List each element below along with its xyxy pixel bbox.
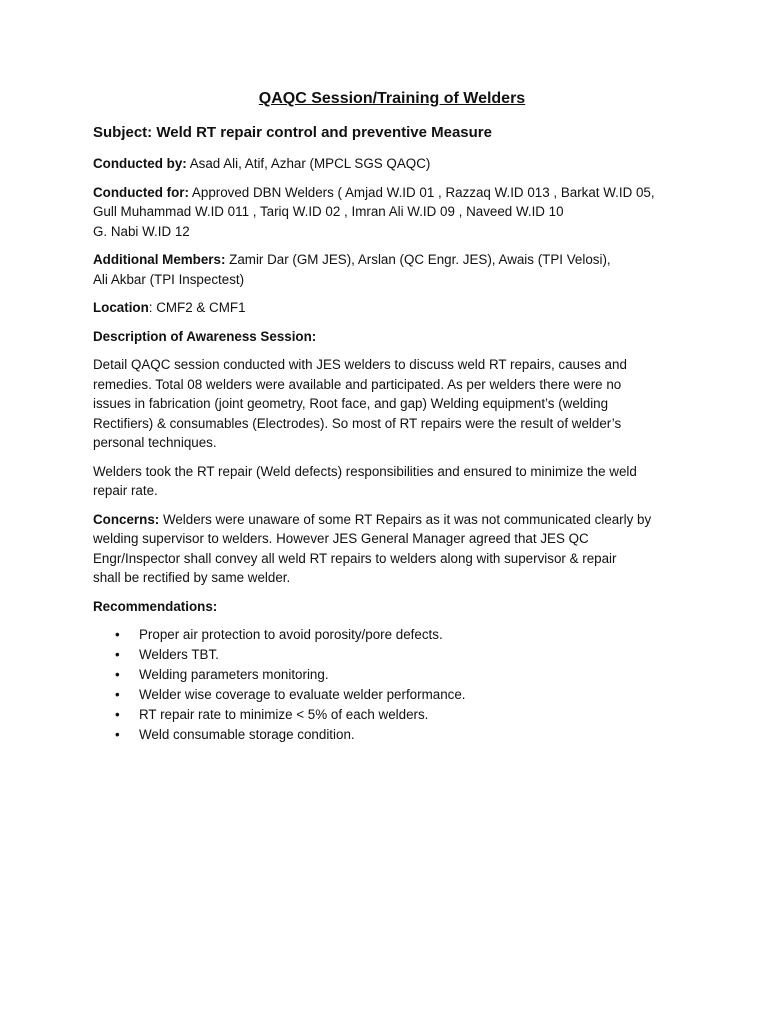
conducted-by-label: Conducted by: (93, 156, 187, 171)
bullet-icon: • (115, 627, 120, 642)
additional-members-label: Additional Members: (93, 252, 226, 267)
conducted-for-line-2: Gull Muhammad W.ID 011 , Tariq W.ID 02 , Imran Ali W.ID 09 , Naveed W.ID 10 (93, 204, 564, 219)
description-line: issues in fabrication (joint geometry, Root face, and gap) Welding equipment’s (welding (93, 396, 609, 411)
document-title: QAQC Session/Training of Welders (258, 90, 526, 107)
location-value: : CMF2 & CMF1 (148, 300, 246, 315)
document-body (93, 88, 683, 745)
concerns-paragraph (93, 510, 683, 588)
additional-members (93, 250, 683, 289)
concerns-line-3: Engr/Inspector shall convey all weld RT repairs to welders along with supervisor & repair (93, 550, 617, 566)
list-item-text: Welder wise coverage to evaluate welder performance. (139, 687, 466, 702)
description-heading: Description of Awareness Session: (93, 328, 317, 344)
additional-members-line-2: Ali Akbar (TPI Inspectest) (93, 271, 245, 287)
description-line: personal techniques. (93, 435, 217, 450)
concerns-line-2: welding supervisor to welders. However JES General Manager agreed that JES QC (93, 531, 589, 546)
responsibility-paragraph (93, 462, 683, 501)
description-paragraph (93, 355, 683, 453)
conducted-for-label: Conducted for: (93, 184, 189, 200)
list-item-text: RT repair rate to minimize < 5% of each welders. (139, 707, 429, 722)
conducted-by (93, 154, 683, 174)
conducted-for-line-3: G. Nabi W.ID 12 (93, 223, 190, 239)
conducted-for-line-1 (93, 183, 683, 203)
list-item (115, 665, 683, 685)
list-item-text: Weld consumable storage condition. (139, 727, 355, 742)
conducted-by-value: Asad Ali, Atif, Azhar (MPCL SGS QAQC) (186, 156, 431, 171)
list-item-text: Welders TBT. (139, 647, 219, 662)
description-line: Detail QAQC session conducted with JES welders to discuss weld RT repairs, causes and (93, 357, 627, 372)
location-label: Location (93, 300, 149, 315)
concerns-text-1: Welders were unaware of some RT Repairs as it was not communicated clearly by (159, 511, 652, 527)
list-item (115, 645, 683, 665)
bullet-icon: • (115, 647, 120, 662)
list-item (115, 705, 683, 725)
list-item (115, 625, 683, 645)
recommendations-list (93, 625, 683, 745)
responsibility-line: Welders took the RT repair (Weld defects) responsibilities and ensured to minimize the weld (93, 463, 637, 479)
bullet-icon: • (115, 667, 120, 682)
bullet-icon: • (115, 707, 120, 722)
bullet-icon: • (115, 687, 120, 702)
additional-members-line-1 (93, 250, 683, 270)
description-line: remedies. Total 08 welders were available and participated. As per welders there were no (93, 376, 622, 392)
additional-members-text-1: Zamir Dar (GM JES), Arslan (QC Engr. JES), Awais (TPI Velosi), (225, 252, 611, 267)
concerns-line-4: shall be rectified by same welder. (93, 570, 291, 585)
description-line: Rectifiers) & consumables (Electrodes). So most of RT repairs were the result of welder’s (93, 415, 622, 431)
location (93, 298, 683, 318)
recommendations-heading: Recommendations: (93, 598, 218, 614)
concerns-line-1 (93, 510, 683, 530)
list-item (115, 725, 683, 745)
list-item-text: Proper air protection to avoid porosity/pore defects. (139, 627, 443, 642)
list-item (115, 685, 683, 705)
conducted-for-text-1: Approved DBN Welders ( Amjad W.ID 01 , Razzaq W.ID 013 , Barkat W.ID 05, (188, 184, 655, 200)
bullet-icon: • (115, 727, 120, 742)
document-subject: Subject: Weld RT repair control and preventive Measure (93, 124, 492, 141)
conducted-for (93, 183, 683, 242)
list-item-text: Welding parameters monitoring. (139, 667, 329, 682)
concerns-label: Concerns: (93, 511, 160, 527)
responsibility-line: repair rate. (93, 483, 158, 498)
